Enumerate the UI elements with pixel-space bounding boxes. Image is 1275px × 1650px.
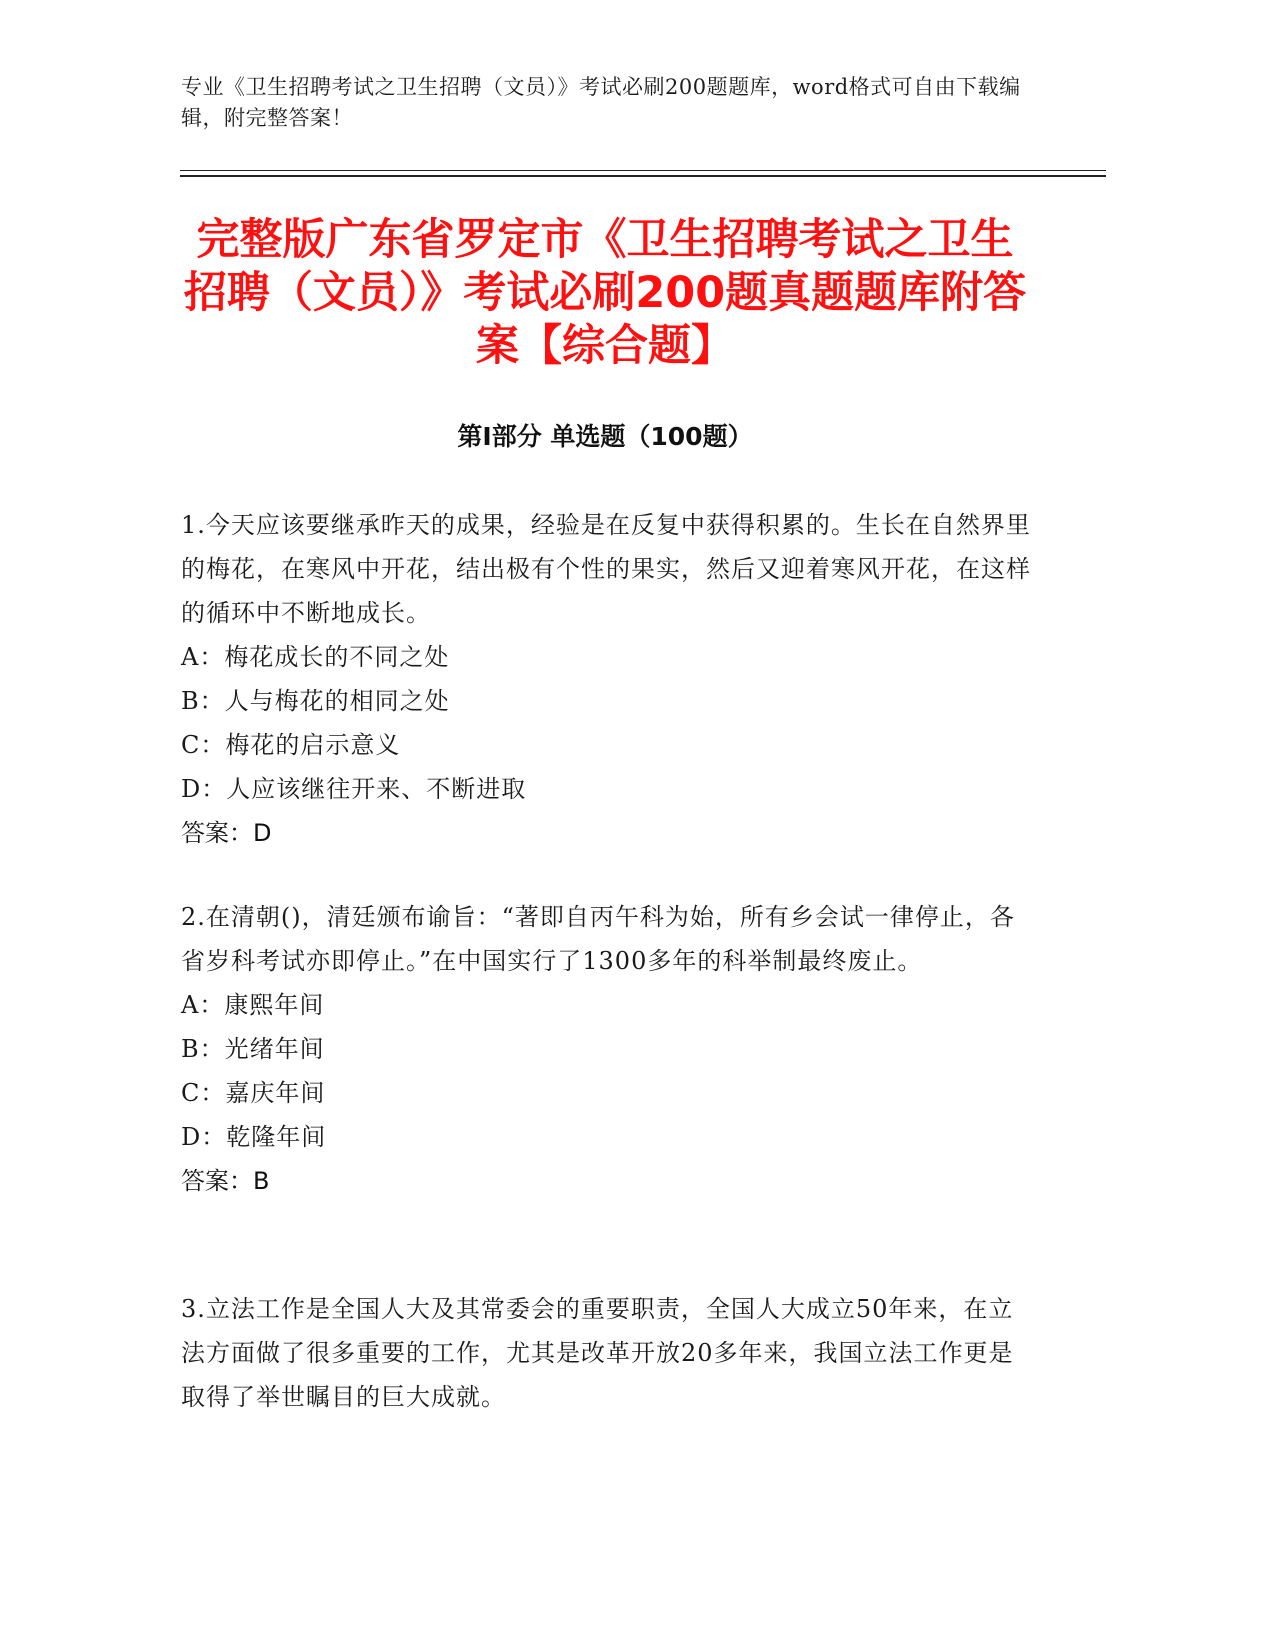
option-c: C：梅花的启示意义 — [181, 731, 401, 759]
option-a: A：梅花成长的不同之处 — [181, 643, 450, 671]
option-c: C：嘉庆年间 — [181, 1079, 326, 1107]
question-1 — [181, 503, 1031, 855]
question-stem: 3.立法工作是全国人大及其常委会的重要职责，全国人大成立50年来，在立法方面做了很多重要的工作，尤其是改革开放20多年来，我国立法工作更是取得了举世瞩目的巨大成就。 — [181, 1295, 1014, 1411]
option-d: D：人应该继往开来、不断进取 — [181, 775, 527, 803]
question-stem: 2.在清朝()，清廷颁布谕旨：“著即自丙午科为始，所有乡会试一律停止，各省岁科考试亦即停止。”在中国实行了1300多年的科举制最终废止。 — [181, 903, 1015, 975]
question-stem: 1.今天应该要继承昨天的成果，经验是在反复中获得积累的。生长在自然界里的梅花，在寒风中开花，结出极有个性的果实，然后又迎着寒风开花，在这样的循环中不断地成长。 — [181, 511, 1031, 627]
option-b: B：光绪年间 — [181, 1035, 325, 1063]
option-b: B：人与梅花的相同之处 — [181, 687, 450, 715]
document-title: 完整版广东省罗定市《卫生招聘考试之卫生招聘（文员）》考试必刷200题真题题库附答案【综合题】 — [183, 215, 1027, 371]
header-divider-thick — [180, 175, 1106, 177]
header-divider-thin — [180, 170, 1106, 171]
question-3 — [181, 1287, 1031, 1419]
header-note: 专业《卫生招聘考试之卫生招聘（文员）》考试必刷200题题库，word格式可自由下载编辑，附完整答案！ — [181, 75, 1021, 130]
section-heading: 第I部分 单选题（100题） — [457, 422, 753, 451]
option-a: A：康熙年间 — [181, 991, 325, 1019]
option-d: D：乾隆年间 — [181, 1123, 327, 1151]
question-2 — [181, 895, 1031, 1203]
answer-line: 答案：D — [181, 819, 272, 847]
answer-line: 答案：B — [181, 1167, 270, 1195]
